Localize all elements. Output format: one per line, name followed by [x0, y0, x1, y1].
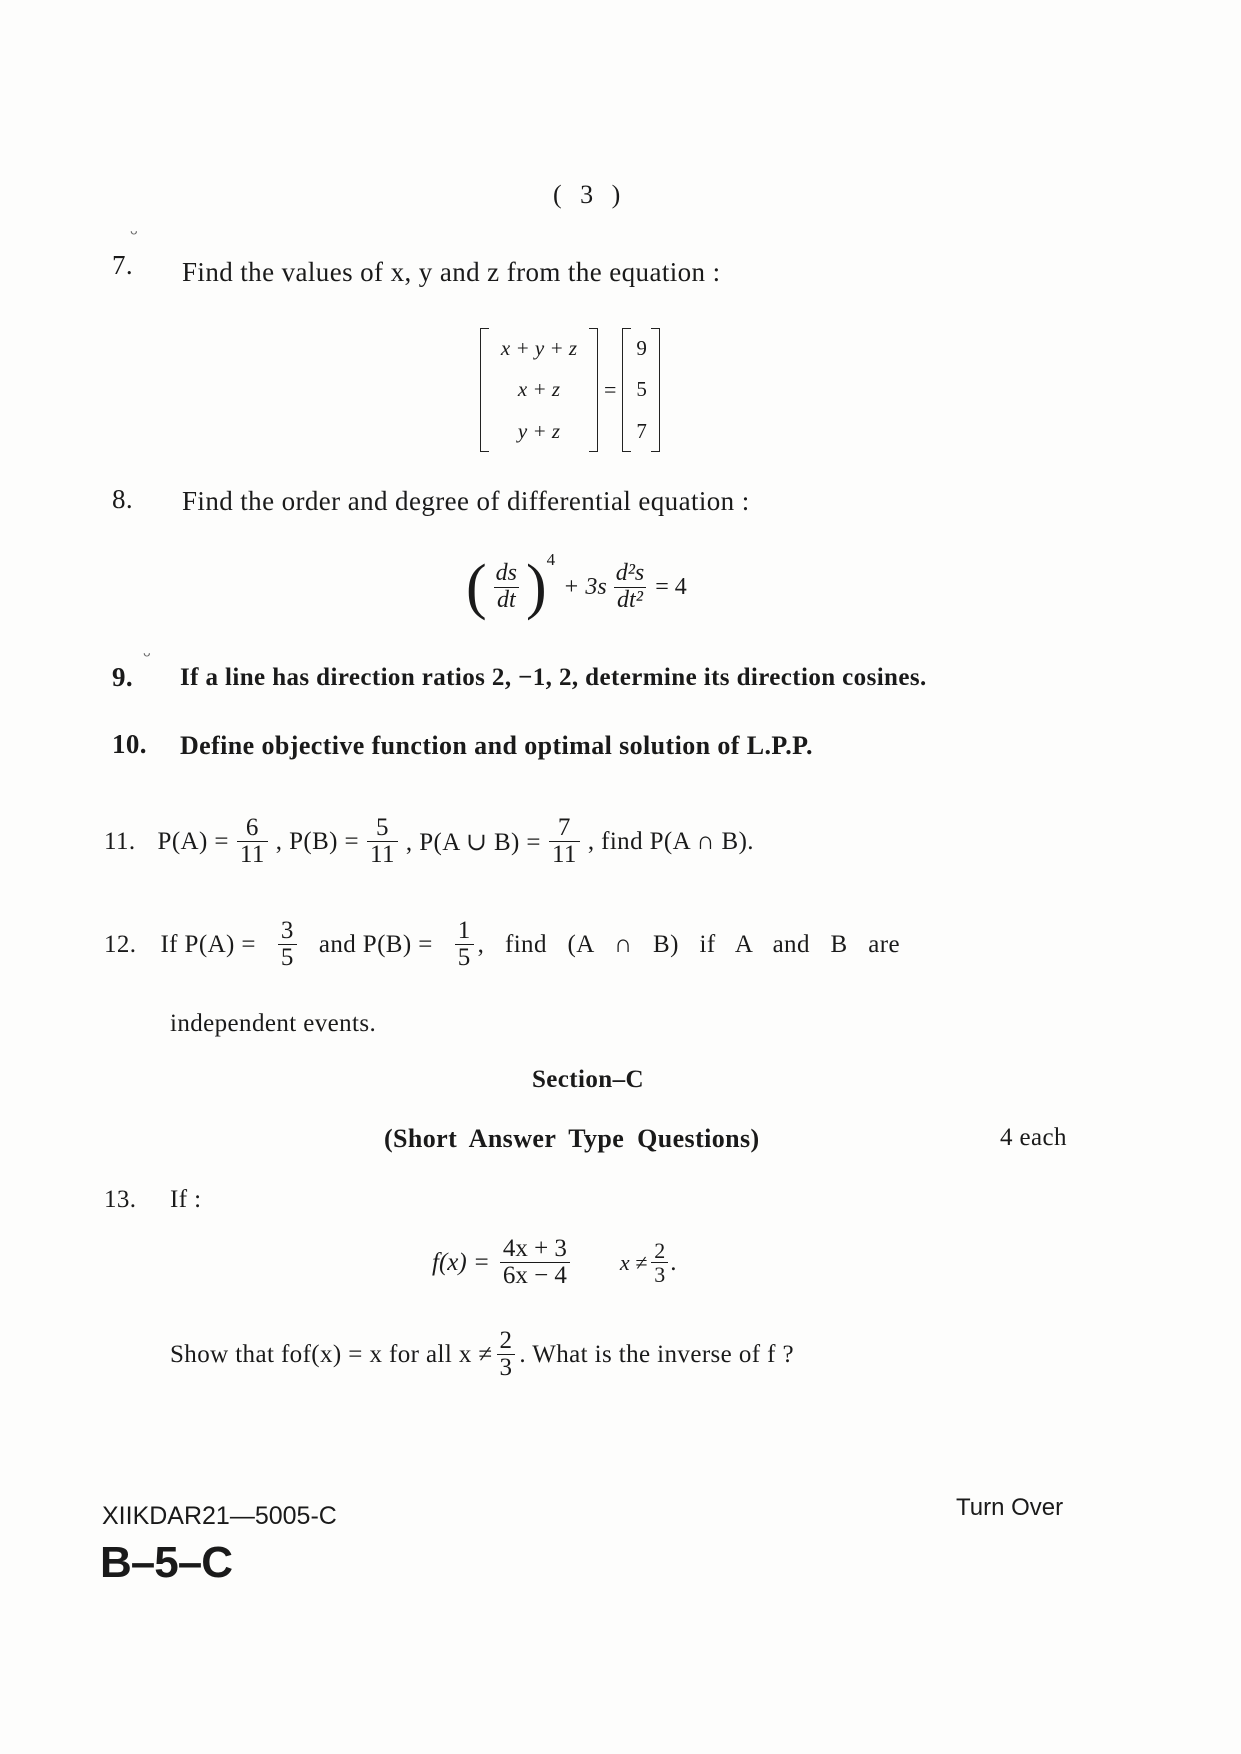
- matrix-left-row: x + z: [517, 377, 561, 402]
- fraction-condition: [651, 1239, 668, 1286]
- numerator: 1: [457, 917, 471, 944]
- find-text: , find (A ∩ B) if A and B are: [477, 930, 900, 958]
- numerator: ds: [495, 560, 517, 587]
- show-suffix: . What is the inverse of f ?: [519, 1340, 794, 1368]
- fraction-pa: [278, 918, 297, 972]
- fraction-show: [497, 1328, 516, 1382]
- question-12-number: 12.: [104, 930, 137, 958]
- matrix-left-row: x + y + z: [500, 336, 578, 361]
- fraction-pa: [237, 815, 268, 869]
- plus-term: + 3s: [563, 573, 607, 600]
- q7-matrix-equation: [480, 328, 660, 452]
- question-9-number: 9.: [112, 662, 134, 692]
- fx-label: f(x) =: [432, 1248, 490, 1276]
- page-number: ( 3 ): [553, 180, 627, 209]
- denominator: 11: [549, 841, 580, 868]
- left-paren: (: [466, 553, 487, 621]
- question-13-if: If :: [170, 1186, 202, 1213]
- paper-code: XIIKDAR21—5005-C: [102, 1502, 337, 1530]
- question-10-number: 10.: [112, 729, 147, 759]
- and-label: and P(B) =: [318, 930, 433, 958]
- matrix-left-row: y + z: [517, 418, 561, 443]
- numerator: 4x + 3: [502, 1235, 567, 1262]
- q8-differential-equation: [466, 550, 687, 621]
- matrix-left: [480, 328, 598, 452]
- question-7-number: 7.: [112, 250, 134, 280]
- question-10-text: Define objective function and optimal solution of L.P.P.: [180, 731, 813, 760]
- pb-label: , P(B) =: [275, 827, 360, 855]
- if-label: If P(A) =: [160, 930, 256, 958]
- question-11: [104, 815, 754, 869]
- denominator: 3: [497, 1354, 516, 1381]
- q13-function-definition: [432, 1236, 677, 1290]
- matrix-right-row: 9: [636, 336, 647, 361]
- section-title: Section–C: [532, 1066, 644, 1093]
- section-marks: 4 each: [1000, 1124, 1067, 1151]
- matrix-right: [622, 328, 660, 452]
- fraction-d2s-dt2: [613, 561, 648, 612]
- fraction-fx: [500, 1236, 570, 1290]
- rhs: = 4: [655, 573, 687, 600]
- tick-mark: ᵕ: [143, 644, 152, 668]
- tick-mark: ᵕ: [130, 222, 139, 246]
- q13-show-line: [170, 1328, 794, 1382]
- set-code: B–5–C: [100, 1538, 232, 1587]
- fraction-pb: [455, 918, 474, 972]
- denominator: dt: [494, 587, 519, 613]
- denominator: 11: [367, 841, 398, 868]
- denominator: dt²: [614, 587, 646, 613]
- power: 4: [546, 550, 556, 569]
- question-8-text: Find the order and degree of differential equation :: [182, 486, 750, 516]
- denominator: 5: [455, 944, 474, 971]
- numerator: 5: [376, 814, 389, 841]
- question-9-text: If a line has direction ratios 2, −1, 2, determine its direction cosines.: [180, 664, 927, 691]
- question-8-number: 8.: [112, 484, 134, 514]
- question-7-text: Find the values of x, y and z from the equation :: [182, 257, 721, 287]
- section-subtitle: (Short Answer Type Questions): [384, 1124, 760, 1153]
- numerator: 6: [245, 814, 259, 841]
- find-text: , find P(A ∩ B).: [587, 827, 754, 855]
- turn-over: Turn Over: [956, 1494, 1064, 1521]
- question-12: [104, 918, 900, 972]
- numerator: 2: [499, 1327, 513, 1354]
- denominator: 11: [237, 841, 268, 868]
- matrix-right-row: 7: [636, 418, 647, 443]
- show-prefix: Show that fof(x) = x for all x ≠: [170, 1340, 493, 1368]
- denominator: 3: [651, 1262, 668, 1286]
- denominator: 6x − 4: [500, 1262, 570, 1289]
- right-paren: ): [526, 553, 547, 621]
- fraction-pab: [549, 815, 580, 869]
- fraction-pb: [367, 815, 398, 869]
- numerator: 3: [280, 917, 294, 944]
- question-11-number: 11.: [104, 827, 136, 855]
- condition-prefix: x ≠: [619, 1249, 648, 1275]
- condition-suffix: .: [670, 1248, 677, 1276]
- numerator: d²s: [615, 560, 645, 587]
- question-13-number: 13.: [104, 1186, 137, 1213]
- equals-sign: =: [604, 377, 617, 402]
- numerator: 7: [557, 814, 571, 841]
- fraction-ds-dt: [493, 561, 520, 612]
- question-12-line2: independent events.: [170, 1010, 377, 1037]
- matrix-right-row: 5: [636, 377, 647, 402]
- denominator: 5: [278, 944, 297, 971]
- pab-label: , P(A ∪ B) =: [405, 828, 541, 856]
- pa-label: P(A) =: [157, 827, 229, 855]
- numerator: 2: [654, 1238, 666, 1264]
